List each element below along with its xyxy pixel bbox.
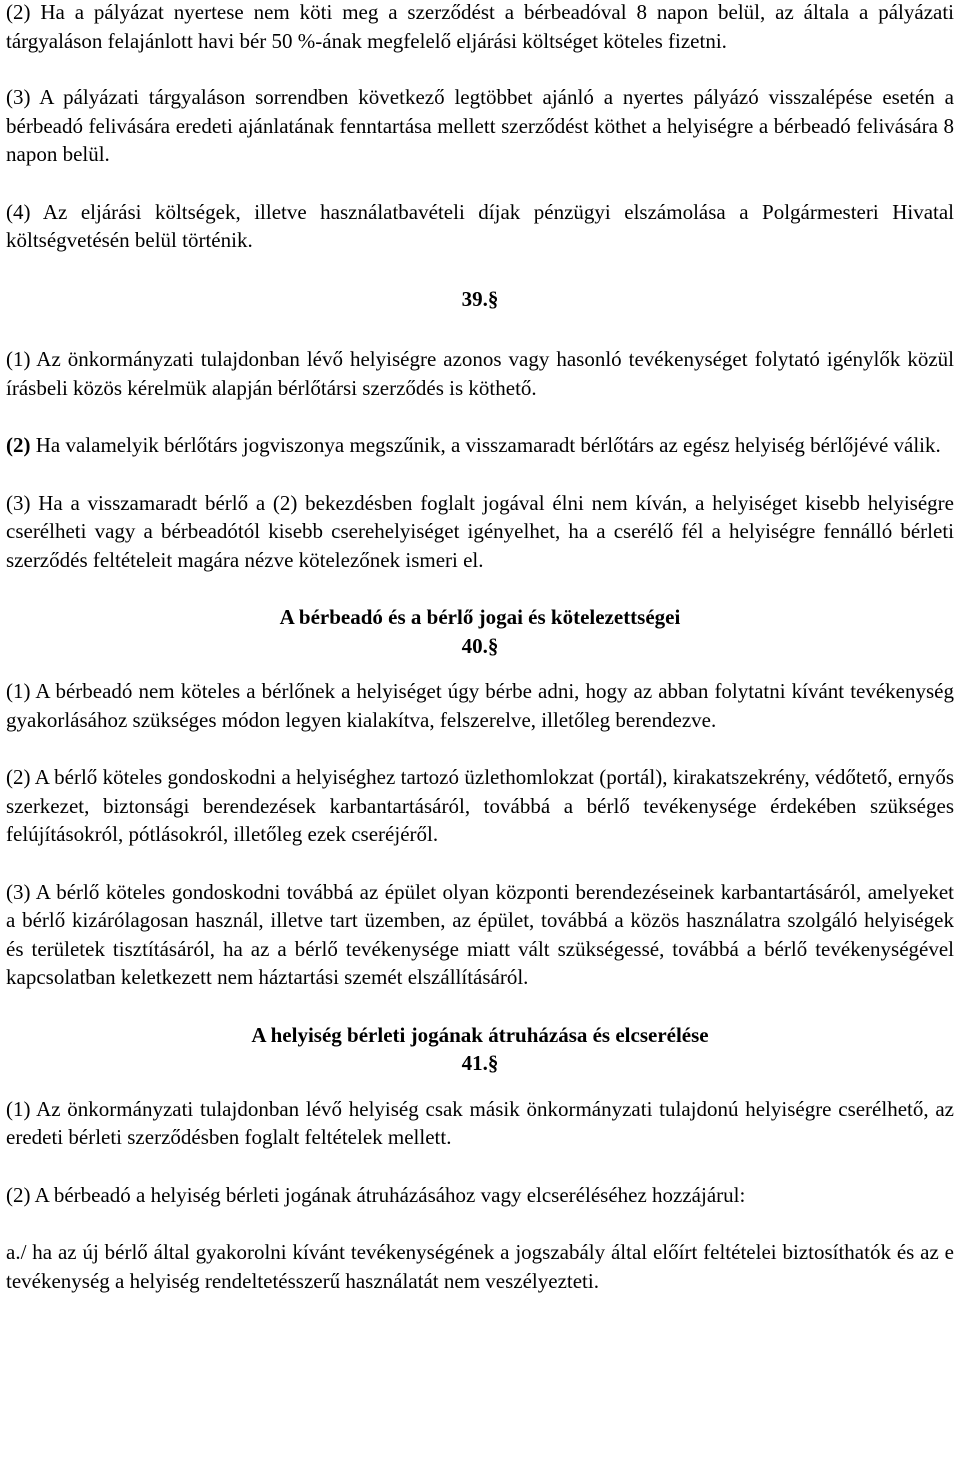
paragraph-40-3: (3) A bérlő köteles gondoskodni továbbá az épület olyan központi berendezéseinek karbantartásáról, amelyeket a bérlő kizárólagosan használ, illetve tart üzemben, az épület, továbbá a közös használatra szolgáló helyiségek és területek tisztításáról, ha az a bérlő tevékenysége miatt vált szükségessé, továbbá a bérlő tevékenységével kapcsolatban keletkezett nem háztartási szemét elszállításáról.	[6, 879, 954, 989]
paragraph-41-2: (2) A bérbeadó a helyiség bérleti jogának átruházásához vagy elcseréléséhez hozzájárul:	[6, 1182, 746, 1207]
paragraph-40-1: (1) A bérbeadó nem köteles a bérlőnek a helyiséget úgy bérbe adni, hogy az abban folytatni kívánt tevékenység gyakorlásához szükséges módon legyen kialakítva, felszerelve, illetőleg berendezve.	[6, 679, 954, 732]
chapter-heading-rights-obligations: A bérbeadó és a bérlő jogai és kötelezettségei	[279, 605, 681, 629]
paragraph-41-2-a: a./ ha az új bérlő által gyakorolni kívánt tevékenységének a jogszabály által előírt feltételei biztosíthatók és az e tevékenység a helyiség rendeltetésszerű használatát nem veszélyezteti.	[6, 1240, 954, 1293]
document-page	[6, 0, 954, 1295]
paragraph-38-3: (3) A pályázati tárgyaláson sorrendben következő legtöbbet ajánló a nyertes pályázó visszalépése esetén a bérbeadó felivására eredeti ajánlatának fenntartása mellett szerződést köthet a helyiségre a bérbeadó felivására 8 napon belül.	[6, 85, 954, 166]
paragraph-38-4: (4) Az eljárási költségek, illetve használatbavételi díjak pénzügyi elszámolása a Polgármesteri Hivatal költségvetésén belül történik.	[6, 199, 954, 252]
paragraph-lead-number: (2)	[6, 433, 31, 457]
paragraph-39-2	[6, 431, 954, 460]
paragraph-39-3: (3) Ha a visszamaradt bérlő a (2) bekezdésben foglalt jogával élni nem kíván, a helyiséget kisebb helyiségre cserélheti vagy a bérbeadótól kisebb cserehelyiséget igényelhet, ha a cserélő fél a helyiségre fennálló bérleti szerződés feltételeit magára nézve kötelezőnek ismeri el.	[6, 490, 954, 572]
paragraph-40-2: (2) A bérlő köteles gondoskodni a helyiséghez tartozó üzlethomlokzat (portál), kirakatszekrény, védőtető, ernyős szerkezet, biztonsági berendezések karbantartásáról, továbbá a bérlő tevékenysége érdekében szükséges felújításokról, pótlásokról, illetőleg ezek cseréjéről.	[6, 765, 954, 846]
paragraph-38-2: (2) Ha a pályázat nyertese nem köti meg a szerződést a bérbeadóval 8 napon belül, az általa a pályázati tárgyaláson felajánlott havi bér 50 %-ának megfelelő eljárási költséget köteles fizetni.	[6, 0, 954, 53]
paragraph-39-2-text: Ha valamelyik bérlőtárs jogviszonya megszűnik, a visszamaradt bérlőtárs az egész helyiség bérlőjévé válik.	[30, 433, 941, 457]
paragraph-39-1: (1) Az önkormányzati tulajdonban lévő helyiségre azonos vagy hasonló tevékenységet folytató igénylők közül írásbeli közös kérelmük alapján bérlőtársi szerződés is köthető.	[6, 347, 954, 400]
paragraph-41-1: (1) Az önkormányzati tulajdonban lévő helyiség csak másik önkormányzati tulajdonú helyiségre cserélhető, az eredeti bérleti szerződésben foglalt feltételek mellett.	[6, 1096, 954, 1149]
section-number-39: 39.§	[461, 286, 499, 311]
section-number-40: 40.§	[461, 633, 499, 658]
section-number-41: 41.§	[461, 1051, 499, 1075]
chapter-heading-transfer-exchange: A helyiség bérleti jogának átruházása és elcserélése	[251, 1022, 709, 1047]
